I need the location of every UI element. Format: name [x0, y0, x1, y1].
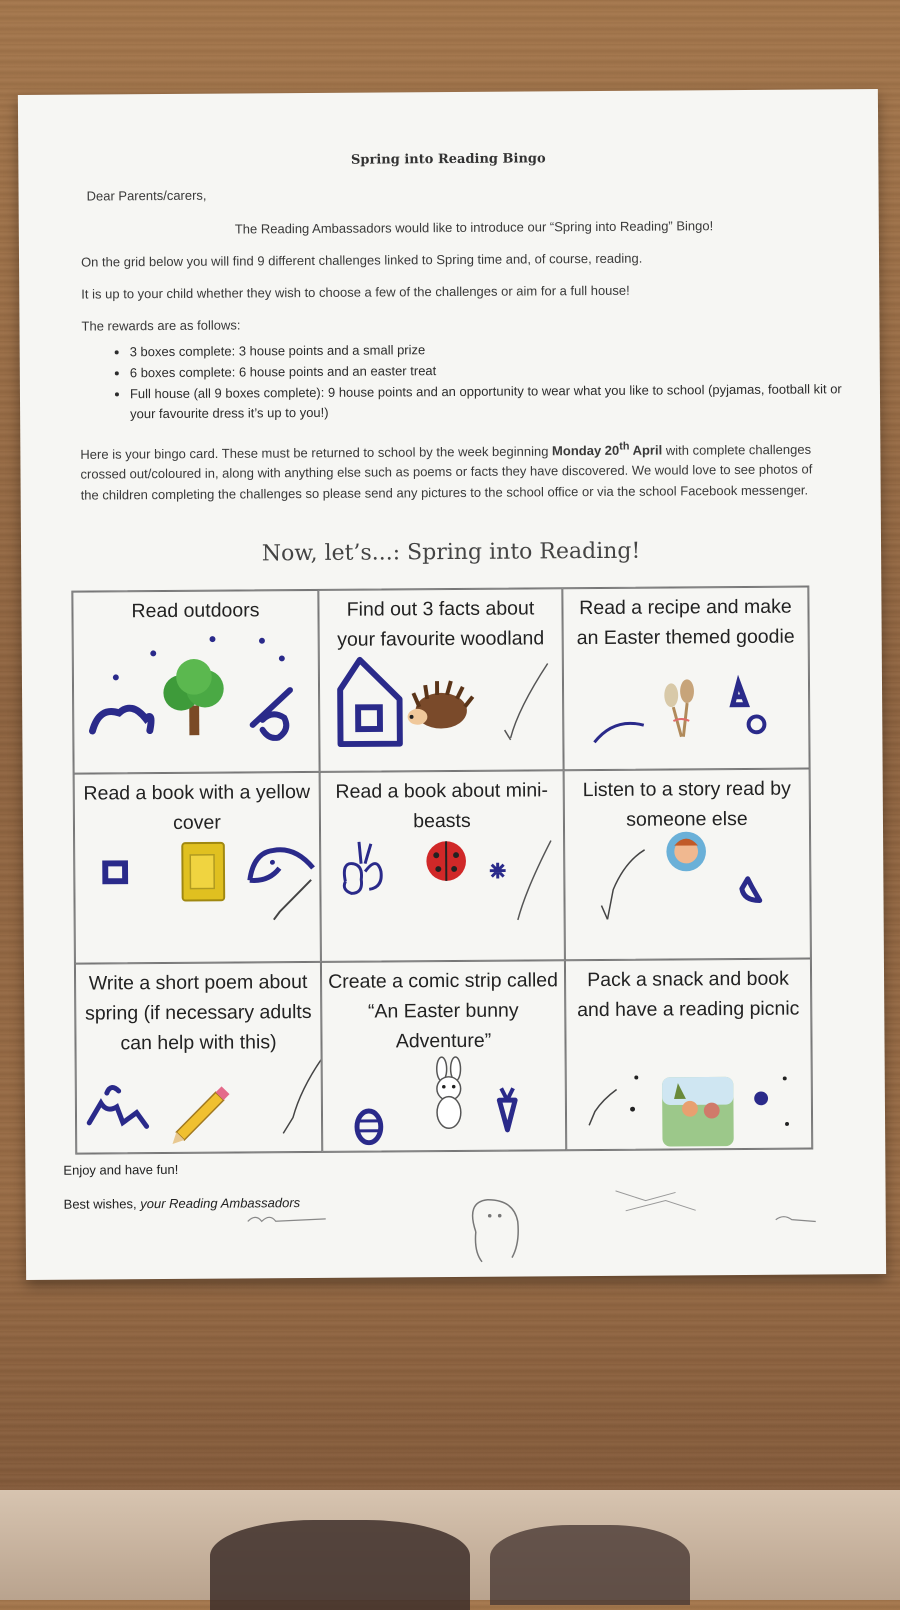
footer-line: Enjoy and have fun!: [63, 1161, 179, 1178]
pencil-icon: [76, 963, 321, 1153]
cell-label: Read a recipe and make an Easter themed goodie: [576, 595, 795, 650]
yellow-book-icon: [75, 773, 320, 963]
bingo-cell-story-listening: [564, 769, 811, 961]
cell-label: Read outdoors: [131, 599, 260, 623]
foot-shadow: [210, 1520, 470, 1610]
greeting: Dear Parents/carers,: [86, 187, 207, 204]
instructions-paragraph: Here is your bingo card. These must be returned to school by the week beginning Monday 20th April with complete challenges crossed out/coloured in, along with anything else such as poems or facts they have discovered. We would love to see photos of the children completing the challenges so please send any pictures to the school office or via the school Facebook messenger.: [80, 440, 813, 503]
foot-shadow: [490, 1525, 690, 1605]
bingo-cell-reading-picnic: [565, 959, 812, 1151]
bingo-cell-read-outdoors: [72, 590, 319, 774]
pencil-doodle: [25, 1169, 886, 1275]
bingo-letter: [18, 89, 886, 1280]
bingo-cell-spring-poem: [75, 962, 322, 1154]
bingo-cell-yellow-book: [74, 772, 321, 964]
deadline: Monday 20th April: [551, 440, 663, 459]
letter-title: Spring into Reading Bingo: [350, 151, 546, 168]
reward-item: • 3 boxes complete: 3 house points and a small prize: [130, 337, 850, 363]
grid-explanation: On the grid below you will find 9 different challenges linked to Spring time and, of course, reading.: [80, 250, 643, 270]
reward-item: • 6 boxes complete: 6 house points and an easter treat: [130, 358, 850, 384]
cell-label: Pack a snack and book and have a reading picnic: [577, 967, 800, 1022]
cell-label: Read a book about mini-beasts: [335, 779, 549, 833]
bingo-cell-comic-strip: [321, 960, 566, 1152]
choice-line: It is up to your child whether they wish to choose a few of the challenges or aim for a full house!: [81, 282, 630, 302]
cell-label: Write a short poem about spring (if necessary adults can help with this): [84, 971, 312, 1055]
signature-line: Best wishes, your Reading Ambassadors: [63, 1195, 301, 1212]
picnic-icon: [566, 960, 811, 1150]
reward-item: • Full house (all 9 boxes complete): 9 house points and an opportunity to wear what you like to school (pyjamas, football kit or your favourite dress it’s up to you!): [130, 379, 850, 426]
ladybird-icon: [321, 771, 564, 961]
rewards-heading: The rewards are as follows:: [81, 317, 241, 334]
tree-icon: [73, 591, 318, 773]
cell-label: Read a book with a yellow cover: [83, 780, 311, 835]
rewards-list: [108, 337, 851, 425]
bingo-cell-woodland-facts: [318, 588, 563, 772]
bunny-icon: [322, 961, 565, 1151]
bingo-cell-recipe: [562, 587, 809, 771]
cell-label: Find out 3 facts about your favourite woodland: [337, 597, 545, 652]
whisk-icon: [563, 588, 808, 770]
bingo-grid: [71, 586, 813, 1155]
listening-child-icon: [565, 770, 810, 960]
hedgehog-icon: [319, 589, 562, 771]
intro-line: The Reading Ambassadors would like to introduce our “Spring into Reading” Bingo!: [234, 218, 714, 237]
bingo-cell-mini-beasts: [320, 770, 565, 962]
cell-label: Listen to a story read by someone else: [582, 777, 791, 832]
grid-heading: Now, let’s...: Spring into Reading!: [261, 538, 641, 567]
cell-label: Create a comic strip called “An Easter bunny Adventure”: [328, 969, 559, 1053]
